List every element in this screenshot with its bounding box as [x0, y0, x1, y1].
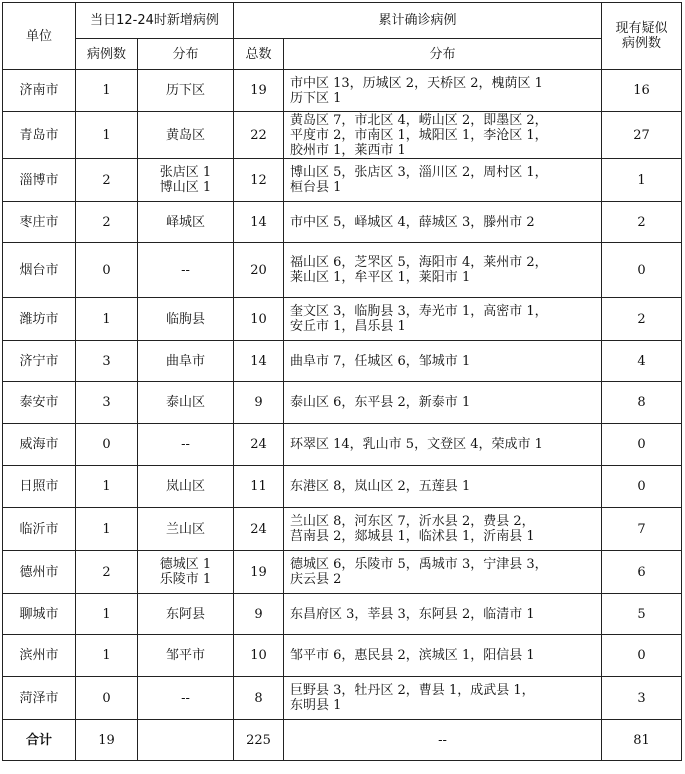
suspected-cell: 6	[602, 551, 682, 594]
header-cumulative-distribution: 分布	[284, 39, 602, 70]
total-cell: 10	[234, 635, 284, 677]
total-total-cell: 225	[234, 720, 284, 761]
new-count-cell: 1	[76, 466, 138, 508]
new-distribution-cell: 临朐县	[138, 298, 234, 341]
cumulative-distribution-cell: 黄岛区 7，市北区 4，崂山区 2，即墨区 2， 平度市 2，市南区 1，城阳区 1，李沧区 1， 胶州市 1，莱西市 1	[284, 112, 602, 159]
city-cell: 菏泽市	[3, 677, 76, 720]
city-cell: 枣庄市	[3, 202, 76, 243]
new-distribution-cell: 邹平市	[138, 635, 234, 677]
cumulative-distribution-cell: 东港区 8，岚山区 2，五莲县 1	[284, 466, 602, 508]
new-distribution-cell: 东阿县	[138, 594, 234, 635]
new-count-cell: 1	[76, 635, 138, 677]
header-new-cases-group: 当日12-24时新增病例	[76, 3, 234, 39]
header-cumulative-group: 累计确诊病例	[234, 3, 602, 39]
new-distribution-cell: 德城区 1 乐陵市 1	[138, 551, 234, 594]
table-row	[3, 243, 682, 298]
cumulative-distribution-cell: 环翠区 14，乳山市 5，文登区 4，荣成市 1	[284, 424, 602, 466]
cumulative-distribution-cell: 奎文区 3，临朐县 3，寿光市 1，高密市 1， 安丘市 1，昌乐县 1	[284, 298, 602, 341]
header-new-count: 病例数	[76, 39, 138, 70]
suspected-cell: 0	[602, 466, 682, 508]
new-count-cell: 2	[76, 202, 138, 243]
header-new-distribution: 分布	[138, 39, 234, 70]
new-count-cell: 3	[76, 382, 138, 424]
total-row	[3, 720, 682, 761]
city-cell: 威海市	[3, 424, 76, 466]
suspected-cell: 1	[602, 159, 682, 202]
city-cell: 聊城市	[3, 594, 76, 635]
cumulative-distribution-cell: 泰山区 6，东平县 2，新泰市 1	[284, 382, 602, 424]
table-row	[3, 551, 682, 594]
city-cell: 泰安市	[3, 382, 76, 424]
city-cell: 德州市	[3, 551, 76, 594]
new-count-cell: 3	[76, 341, 138, 382]
total-new-cell: 19	[76, 720, 138, 761]
total-cell: 14	[234, 341, 284, 382]
total-cell: 12	[234, 159, 284, 202]
city-cell: 滨州市	[3, 635, 76, 677]
total-label-cell: 合计	[3, 720, 76, 761]
table-row	[3, 202, 682, 243]
cumulative-distribution-cell: 邹平市 6，惠民县 2，滨城区 1，阳信县 1	[284, 635, 602, 677]
city-cell: 济宁市	[3, 341, 76, 382]
cumulative-distribution-cell: 市中区 5，峄城区 4，薛城区 3，滕州市 2	[284, 202, 602, 243]
total-cell: 10	[234, 298, 284, 341]
new-distribution-cell: --	[138, 677, 234, 720]
suspected-cell: 3	[602, 677, 682, 720]
new-distribution-cell: 曲阜市	[138, 341, 234, 382]
suspected-cell: 8	[602, 382, 682, 424]
total-cell: 22	[234, 112, 284, 159]
table-row	[3, 508, 682, 551]
total-suspected-cell: 81	[602, 720, 682, 761]
suspected-cell: 4	[602, 341, 682, 382]
table-row	[3, 159, 682, 202]
new-distribution-cell: 兰山区	[138, 508, 234, 551]
new-distribution-cell: 峄城区	[138, 202, 234, 243]
table-row	[3, 382, 682, 424]
new-count-cell: 0	[76, 677, 138, 720]
new-distribution-cell: 历下区	[138, 70, 234, 112]
cumulative-distribution-cell: 博山区 5，张店区 3，淄川区 2，周村区 1， 桓台县 1	[284, 159, 602, 202]
total-cell: 24	[234, 508, 284, 551]
city-cell: 临沂市	[3, 508, 76, 551]
case-statistics-table	[2, 2, 682, 761]
suspected-cell: 0	[602, 243, 682, 298]
suspected-cell: 2	[602, 202, 682, 243]
cumulative-distribution-cell: 福山区 6，芝罘区 5，海阳市 4，莱州市 2， 莱山区 1，牟平区 1，莱阳市 1	[284, 243, 602, 298]
new-distribution-cell: --	[138, 424, 234, 466]
new-count-cell: 1	[76, 298, 138, 341]
suspected-cell: 7	[602, 508, 682, 551]
table-row	[3, 677, 682, 720]
new-distribution-cell: 黄岛区	[138, 112, 234, 159]
new-count-cell: 1	[76, 594, 138, 635]
total-new-distribution-cell	[138, 720, 234, 761]
table-row	[3, 70, 682, 112]
suspected-cell: 5	[602, 594, 682, 635]
new-count-cell: 1	[76, 70, 138, 112]
header-unit: 单位	[3, 3, 76, 70]
suspected-cell: 0	[602, 635, 682, 677]
suspected-cell: 16	[602, 70, 682, 112]
new-distribution-cell: --	[138, 243, 234, 298]
total-cell: 9	[234, 594, 284, 635]
table-row	[3, 466, 682, 508]
total-cumulative-distribution-cell: --	[284, 720, 602, 761]
new-count-cell: 0	[76, 243, 138, 298]
suspected-cell: 0	[602, 424, 682, 466]
suspected-cell: 2	[602, 298, 682, 341]
total-cell: 14	[234, 202, 284, 243]
city-cell: 青岛市	[3, 112, 76, 159]
table-row	[3, 594, 682, 635]
new-distribution-cell: 泰山区	[138, 382, 234, 424]
table-body	[3, 70, 682, 761]
new-distribution-cell: 岚山区	[138, 466, 234, 508]
city-cell: 潍坊市	[3, 298, 76, 341]
cumulative-distribution-cell: 兰山区 8，河东区 7，沂水县 2，费县 2， 莒南县 2，郯城县 1，临沭县 1，沂南县 1	[284, 508, 602, 551]
cumulative-distribution-cell: 德城区 6，乐陵市 5，禹城市 3，宁津县 3， 庆云县 2	[284, 551, 602, 594]
table-row	[3, 635, 682, 677]
cumulative-distribution-cell: 曲阜市 7，任城区 6，邹城市 1	[284, 341, 602, 382]
total-cell: 8	[234, 677, 284, 720]
city-cell: 烟台市	[3, 243, 76, 298]
header-total: 总数	[234, 39, 284, 70]
cumulative-distribution-cell: 东昌府区 3，莘县 3，东阿县 2，临清市 1	[284, 594, 602, 635]
table-row	[3, 341, 682, 382]
table-row	[3, 112, 682, 159]
new-count-cell: 1	[76, 508, 138, 551]
cumulative-distribution-cell: 市中区 13，历城区 2，天桥区 2，槐荫区 1 历下区 1	[284, 70, 602, 112]
new-count-cell: 1	[76, 112, 138, 159]
suspected-cell: 27	[602, 112, 682, 159]
table-row	[3, 298, 682, 341]
total-cell: 19	[234, 70, 284, 112]
new-count-cell: 2	[76, 551, 138, 594]
total-cell: 11	[234, 466, 284, 508]
new-count-cell: 0	[76, 424, 138, 466]
cumulative-distribution-cell: 巨野县 3，牡丹区 2，曹县 1，成武县 1， 东明县 1	[284, 677, 602, 720]
total-cell: 20	[234, 243, 284, 298]
city-cell: 淄博市	[3, 159, 76, 202]
header-suspected: 现有疑似 病例数	[602, 3, 682, 70]
total-cell: 19	[234, 551, 284, 594]
table-row	[3, 424, 682, 466]
new-distribution-cell: 张店区 1 博山区 1	[138, 159, 234, 202]
city-cell: 日照市	[3, 466, 76, 508]
total-cell: 24	[234, 424, 284, 466]
total-cell: 9	[234, 382, 284, 424]
new-count-cell: 2	[76, 159, 138, 202]
city-cell: 济南市	[3, 70, 76, 112]
